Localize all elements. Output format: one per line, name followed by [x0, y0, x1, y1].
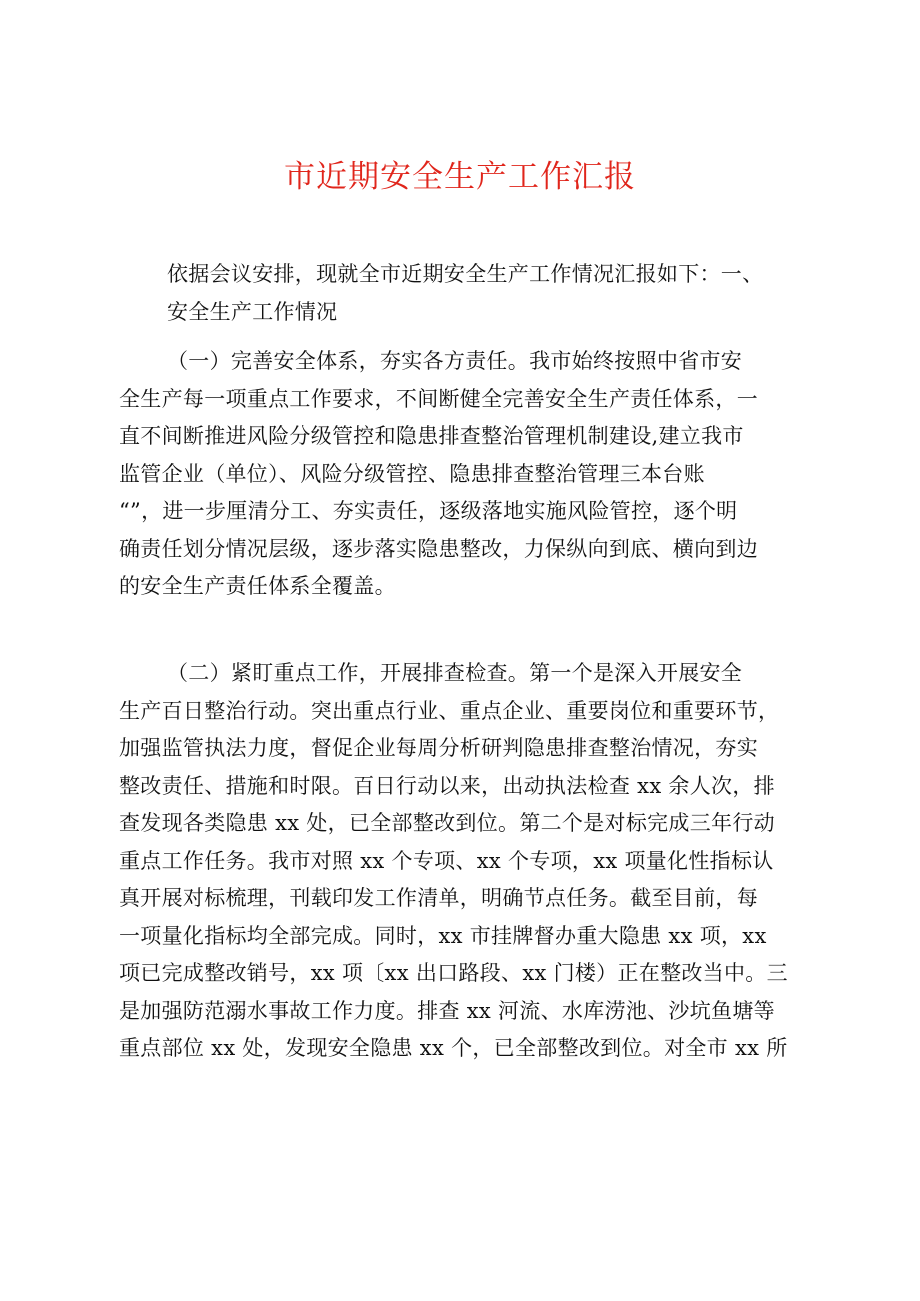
paragraph-key-inspections [119, 655, 819, 1068]
paragraph-line: 的安全生产责任体系全覆盖。 [119, 574, 396, 598]
document-title: 市近期安全生产工作汇报 [284, 159, 636, 195]
paragraph-line: （二）紧盯重点工作，开展排查检查。第一个是深入开展安全 [167, 661, 743, 685]
paragraph-line: 是加强防范溺水事故工作力度。排查 xx 河流、水库涝池、沙坑鱼塘等 [119, 998, 775, 1023]
paragraph-line: “”，进一步厘清分工、夯实责任，逐级落地实施风险管控，逐个明 [119, 499, 738, 523]
paragraph-line: 查发现各类隐患 xx 处，已全部整改到位。第二个是对标完成三年行动 [119, 811, 775, 835]
paragraph-line: 整改责任、措施和时限。百日行动以来，出动执法检查 xx 余人次，排 [119, 773, 775, 798]
intro-line: 安全生产工作情况 [167, 299, 338, 324]
paragraph-line: 重点部位 xx 处，发现安全隐患 xx 个，已全部整改到位。对全市 xx 所 [119, 1036, 788, 1060]
paragraph-line: 监管企业（单位）、风险分级管控、隐患排查整治管理三本台账 [119, 461, 705, 486]
paragraph-responsibility-system [119, 343, 819, 606]
intro-line: 依据会议安排，现就全市近期安全生产工作情况汇报如下：一、 [167, 262, 764, 286]
paragraph-line: （一）完善安全体系，夯实各方责任。我市始终按照中省市安 [167, 349, 743, 373]
paragraph-line: 生产百日整治行动。突出重点行业、重点企业、重要岗位和重要环节， [119, 698, 780, 723]
intro-paragraph [119, 256, 819, 331]
paragraph-line: 重点工作任务。我市对照 xx 个专项、xx 个专项，xx 项量化性指标认 [119, 848, 774, 873]
paragraph-line: 项已完成整改销号，xx 项〔xx 出口路段、xx 门楼）正在整改当中。三 [119, 961, 788, 985]
paragraph-line: 加强监管执法力度，督促企业每周分析研判隐患排查整治情况，夯实 [119, 736, 758, 760]
paragraph-line: 直不间断推进风险分级管控和隐患排查整治管理机制建设,建立我市 [119, 424, 744, 448]
paragraph-line: 真开展对标梳理，刊载印发工作清单，明确节点任务。截至目前，每 [119, 886, 758, 910]
paragraph-line: 全生产每一项重点工作要求，不间断健全完善安全生产责任体系，一 [119, 386, 758, 411]
paragraph-line: 确责任划分情况层级，逐步落实隐患整改，力保纵向到底、横向到边 [119, 536, 758, 561]
paragraph-line: 一项量化指标均全部完成。同时，xx 市挂牌督办重大隐患 xx 项，xx [119, 923, 767, 948]
